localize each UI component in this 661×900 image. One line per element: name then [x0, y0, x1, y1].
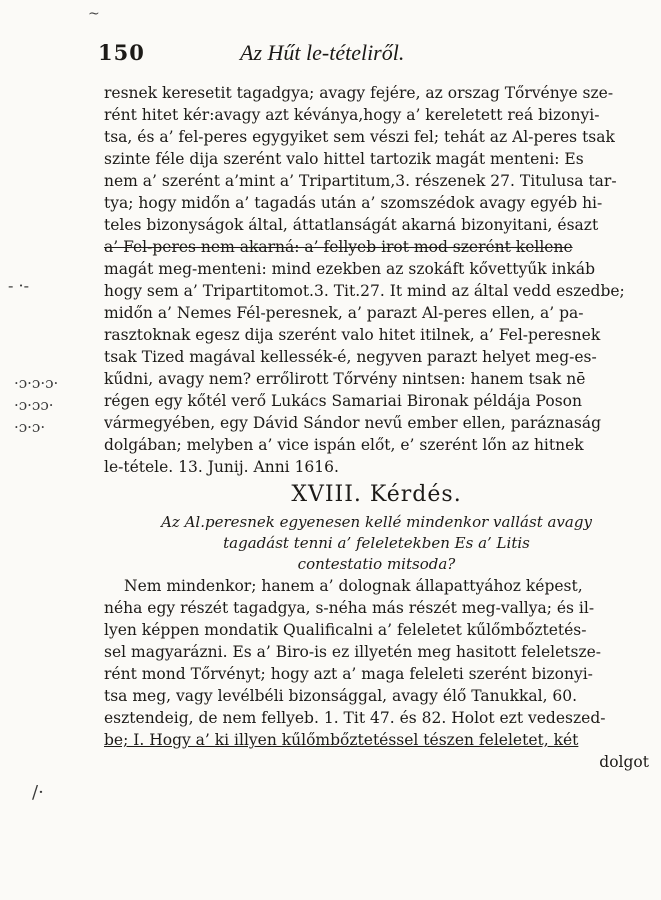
top-mark: ~: [88, 6, 100, 22]
margin-dash: - ·-: [8, 276, 29, 295]
margin-slash: /·: [32, 782, 44, 803]
text-line: dolgában; melyben a’ vice ispán előt, e’ szerént lőn az hitnek: [104, 436, 584, 454]
text-line: rént mond Tőrvényt; hogy azt a’ maga feleleti szerént bizonyi-: [104, 665, 593, 683]
text-line: lyen képpen mondatik Qualificalni a’ feleletet kűlőmbőztetés-: [104, 621, 587, 639]
text-line: magát meg-menteni: mind ezekben az szokáft kővettyűk inkáb: [104, 260, 596, 278]
struck-text-line: a’ Fel-peres nem akarná: a’ fellyeb irot mod szerént kellene: [104, 238, 573, 256]
page-number: 150: [98, 40, 145, 65]
underlined-text-line: be; I. Hogy a’ ki illyen kűlőmbőztetéssel tészen feleletet, két: [104, 731, 579, 749]
catchword: dolgot: [599, 753, 649, 771]
question-title-line: contestatio mitsoda?: [297, 555, 456, 573]
text-line: tsak Tized magával kellessék-é, negyven parazt helyet meg-es-: [104, 348, 597, 366]
running-head: Az Hűt le-tételiről.: [240, 40, 405, 65]
text-line: midőn a’ Nemes Fél-peresnek, a’ parazt Al-peres ellen, a’ pa-: [104, 304, 584, 322]
text-line: nem a’ szerént a’mint a’ Tripartitum,3. részenek 27. Titulusa tar-: [104, 172, 617, 190]
text-line: resnek keresetit tagadgya; avagy fejére, az orszag Tőrvénye sze-: [104, 84, 614, 102]
text-line: rént hitet kér:avagy azt kéványa,hogy a’ kereletett reá bizonyi-: [104, 106, 600, 124]
text-line: teles bizonyságok által, áttatlanságát akarná bizonyitani, ésazt: [104, 216, 599, 234]
margin-note-line: ·ɔ·ɔ·ɔ·: [14, 374, 59, 392]
text-line: néha egy részét tagadgya, s-néha más részét meg-vallya; és il-: [104, 599, 595, 617]
text-line: rasztoknak egesz dija szerént valo hitet itilnek, a’ Fel-peresnek: [104, 326, 601, 344]
question-heading: XVIII. Kérdés.: [291, 482, 462, 507]
question-title-line: Az Al.peresnek egyenesen kellé mindenkor vallást avagy: [161, 513, 592, 531]
text-line: sel magyarázni. Es a’ Biro-is ez illyetén meg hasitott feleletsze-: [104, 643, 602, 661]
text-line: hogy sem a’ Tripartitomot.3. Tit.27. It mind az által vedd eszedbe;: [104, 282, 625, 300]
margin-note-line: ·ɔ·ɔɔ·: [14, 396, 54, 414]
text-line: régen egy kőtél verő Lukács Samariai Bironak példája Poson: [104, 392, 582, 410]
text-line: szinte féle dija szerént valo hittel tartozik magát menteni: Es: [104, 150, 584, 168]
text-line: Nem mindenkor; hanem a’ dolognak állapattyához képest,: [124, 577, 583, 595]
text-line: esztendeig, de nem fellyeb. 1. Tit 47. és 82. Holot ezt vedeszed-: [104, 709, 606, 727]
text-line: tya; hogy midőn a’ tagadás után a’ szomszédok avagy egyéb hi-: [104, 194, 603, 212]
text-line: tsa meg, vagy levélbéli bizonsággal, avagy élő Tanukkal, 60.: [104, 687, 578, 705]
text-line: vármegyében, egy Dávid Sándor nevű ember ellen, paráznaság: [104, 414, 602, 432]
text-line: kűdni, avagy nem? errőlirott Tőrvény nintsen: hanem tsak nē: [104, 370, 586, 388]
text-line: tsa, és a’ fel-peres egygyiket sem vészi fel; tehát az Al-peres tsak: [104, 128, 615, 146]
text-line: le-tétele. 13. Junij. Anni 1616.: [104, 458, 339, 476]
body-text: [104, 82, 649, 773]
question-title-line: tagadást tenni a’ feleletekben Es a’ Litis: [223, 534, 530, 552]
margin-note-line: ·ɔ·ɔ·: [14, 418, 46, 436]
margin-notes: [14, 372, 94, 438]
